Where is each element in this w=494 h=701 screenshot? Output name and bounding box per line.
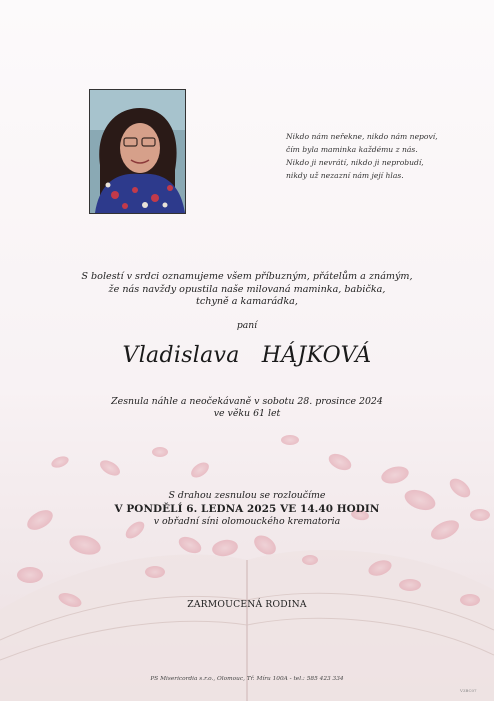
first-name: Vladislava — [122, 343, 240, 368]
age-line: ve věku 61 let — [213, 407, 281, 419]
poem-line: Nikdo ji nevrátí, nikdo ji neprobudí, — [286, 158, 424, 167]
poem-line: nikdy už nezazní nám její hlas. — [286, 171, 404, 180]
farewell-datetime: V PONDĚLÍ 6. LEDNA 2025 VE 14.40 HODIN — [114, 503, 380, 515]
intro-line: že nás navždy opustila naše milovaná maminka, babička, — [108, 283, 386, 295]
intro-line: S bolestí v srdci oznamujeme všem příbuzným, přátelům a známým, — [81, 271, 413, 282]
portrait-photo — [89, 89, 186, 214]
funeral-service-footer: PS Misericordia s.r.o., Olomouc, Tř. Míru 100A - tel.: 585 423 334 — [150, 676, 344, 682]
announcement-intro — [0, 271, 494, 309]
document-code: V3BC07 — [460, 688, 477, 693]
title-pani: paní — [236, 320, 258, 331]
intro-line: tchyně a kamarádka, — [196, 296, 298, 307]
death-info — [0, 396, 494, 419]
farewell-intro: S drahou zesnulou se rozloučíme — [168, 490, 326, 501]
last-name: HÁJKOVÁ — [261, 343, 372, 368]
deceased-name — [0, 343, 494, 368]
signature-family: ZARMOUCENÁ RODINA — [187, 599, 307, 610]
poem-line: čím byla maminka každému z nás. — [286, 145, 418, 154]
farewell-place: v obřadní síni olomouckého krematoria — [153, 516, 341, 527]
poem-line: Nikdo nám neřekne, nikdo nám nepoví, — [286, 132, 438, 141]
death-date-line: Zesnula náhle a neočekávaně v sobotu 28. prosince 2024 — [111, 396, 383, 407]
farewell-info — [0, 490, 494, 528]
memorial-poem — [286, 130, 486, 182]
